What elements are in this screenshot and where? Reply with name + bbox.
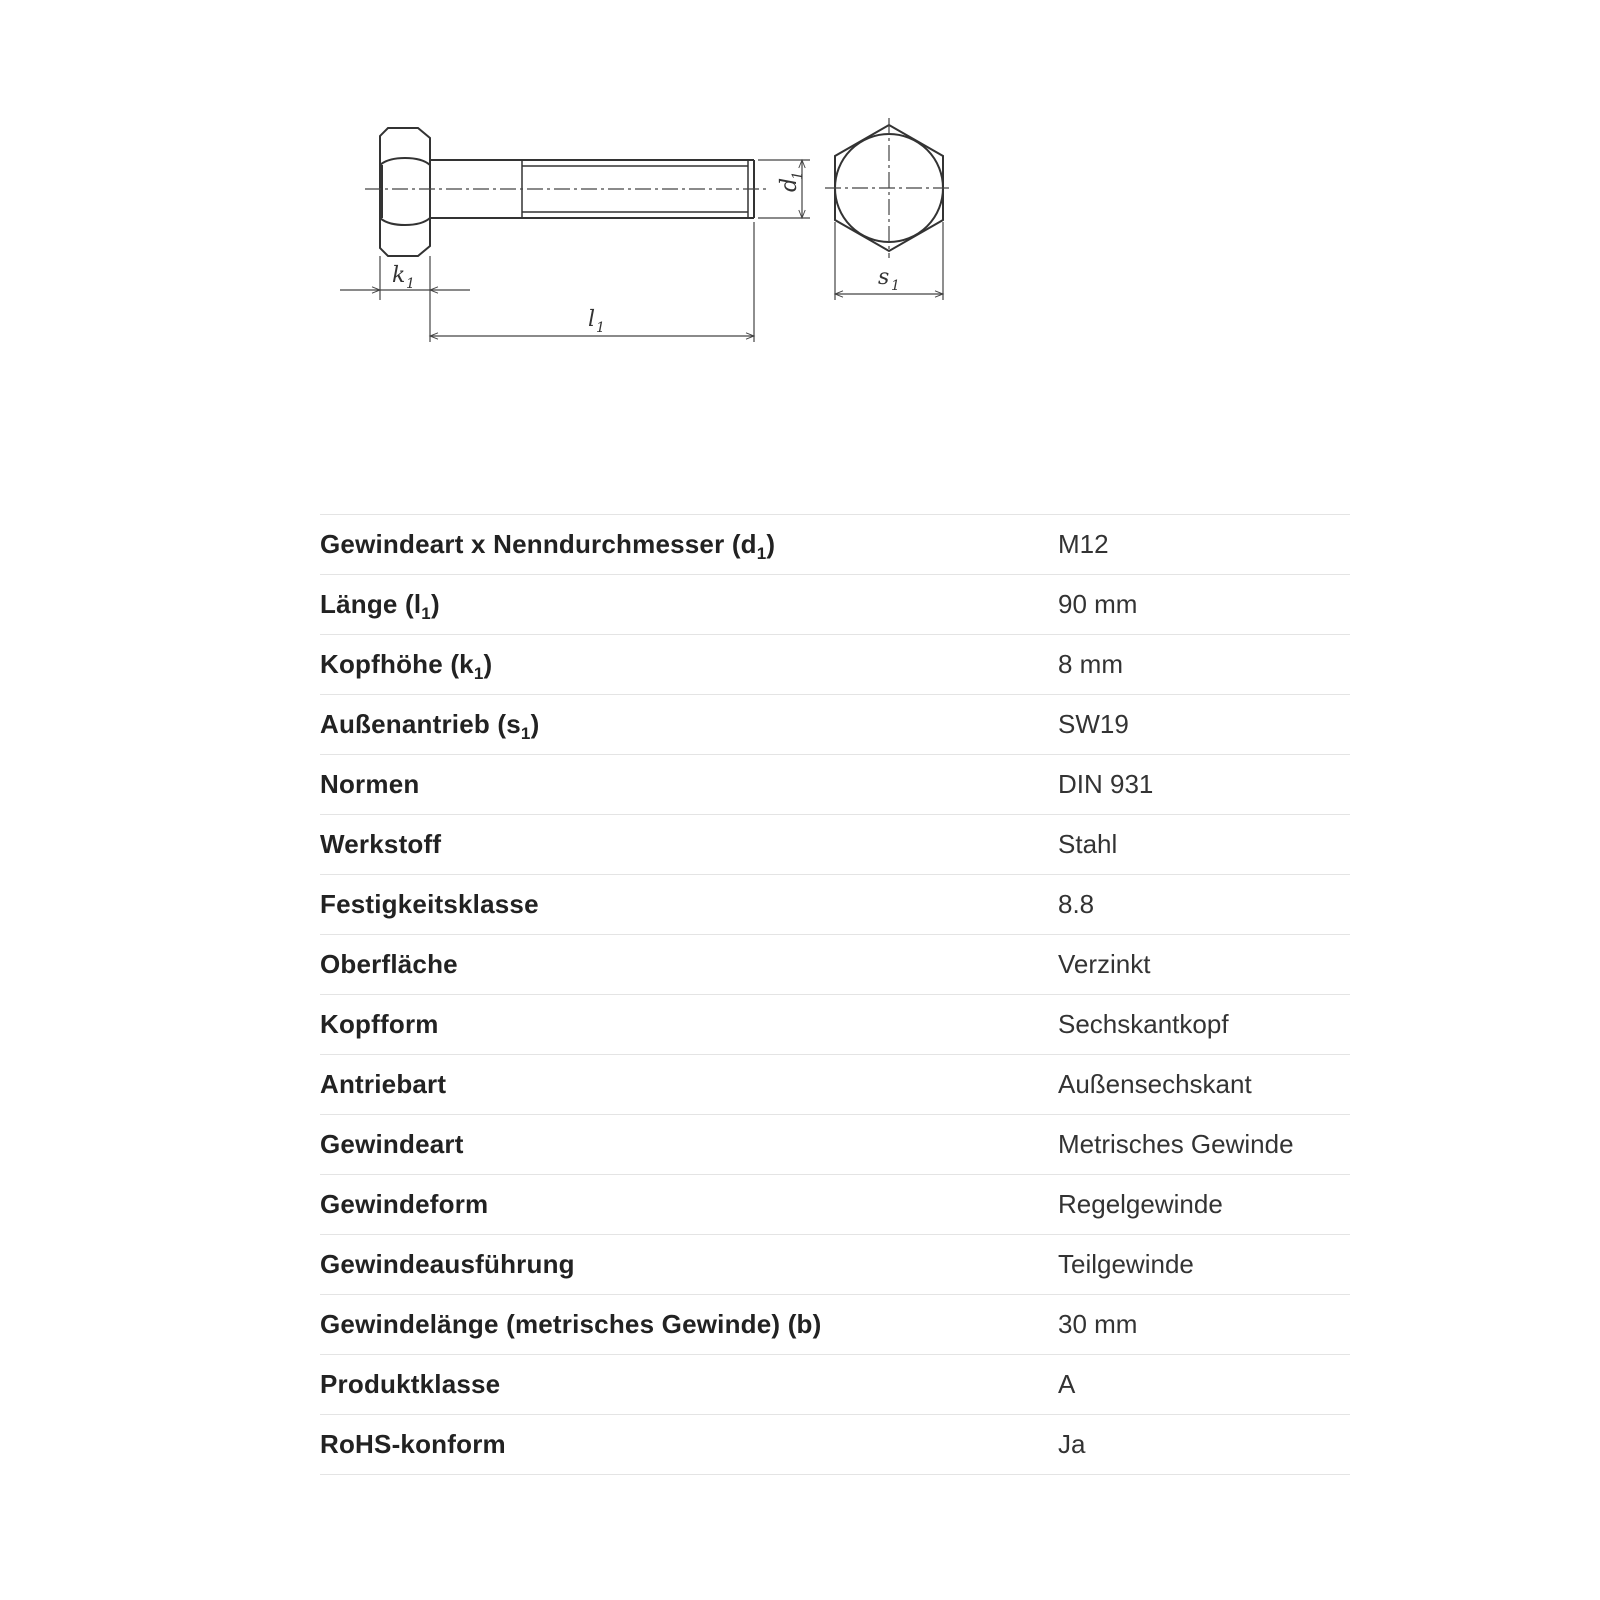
bolt-technical-drawing [330, 110, 990, 370]
spec-value: Metrisches Gewinde [1058, 1115, 1350, 1175]
spec-value: 8.8 [1058, 875, 1350, 935]
spec-label [320, 1115, 1058, 1175]
spec-value: Verzinkt [1058, 935, 1350, 995]
spec-label-text: Antriebart [320, 1069, 447, 1099]
bolt-side-view [380, 128, 754, 256]
spec-label [320, 815, 1058, 875]
spec-label-suffix: ) [530, 709, 540, 739]
l1-label [588, 307, 605, 336]
spec-label [320, 1355, 1058, 1415]
spec-label-text: Gewindeausführung [320, 1249, 575, 1279]
spec-label [320, 1415, 1058, 1475]
spec-label [320, 875, 1058, 935]
spec-label-subscript: 1 [473, 664, 484, 683]
svg-text:l: l [588, 307, 596, 332]
spec-value: Regelgewinde [1058, 1175, 1350, 1235]
spec-row [320, 695, 1350, 755]
spec-label [320, 1295, 1058, 1355]
svg-text:1: 1 [891, 278, 900, 294]
end-centerlines [825, 118, 953, 258]
spec-value: SW19 [1058, 695, 1350, 755]
spec-row [320, 1295, 1350, 1355]
spec-label-text: Kopfhöhe (k [320, 649, 474, 679]
spec-label-text: Werkstoff [320, 829, 442, 859]
spec-value: Teilgewinde [1058, 1235, 1350, 1295]
svg-text:k: k [392, 263, 406, 288]
k1-label [392, 263, 415, 292]
spec-label-text: Kopfform [320, 1009, 439, 1039]
spec-label-text: Gewindeart x Nenndurchmesser (d [320, 529, 757, 559]
d1-label [777, 171, 806, 192]
spec-label-subscript: 1 [421, 604, 431, 623]
s1-label [878, 265, 900, 294]
spec-value: M12 [1058, 515, 1350, 575]
bolt-drawing-svg [330, 110, 990, 370]
spec-label [320, 935, 1058, 995]
svg-text:1: 1 [596, 320, 605, 336]
spec-value: Außensechskant [1058, 1055, 1350, 1115]
spec-label-text: Gewindeart [320, 1129, 464, 1159]
spec-label-text: Oberfläche [320, 949, 458, 979]
spec-label-suffix: ) [483, 649, 493, 679]
spec-row [320, 1055, 1350, 1115]
spec-row [320, 755, 1350, 815]
spec-row [320, 1355, 1350, 1415]
spec-table-body [320, 515, 1350, 1475]
svg-text:s: s [878, 265, 890, 290]
spec-label-text: Länge (l [320, 589, 422, 619]
svg-text:d: d [777, 177, 802, 192]
spec-label [320, 515, 1058, 575]
spec-value: DIN 931 [1058, 755, 1350, 815]
spec-label [320, 995, 1058, 1055]
spec-label-text: Gewindeform [320, 1189, 489, 1219]
spec-value: Sechskantkopf [1058, 995, 1350, 1055]
svg-text:1: 1 [790, 171, 806, 180]
spec-label-text: Normen [320, 769, 420, 799]
spec-value: 30 mm [1058, 1295, 1350, 1355]
spec-value: 8 mm [1058, 635, 1350, 695]
spec-label-text: Außenantrieb (s [320, 709, 521, 739]
svg-text:1: 1 [406, 276, 415, 292]
spec-label [320, 635, 1058, 695]
spec-label-suffix: ) [766, 529, 776, 559]
spec-table [320, 514, 1350, 1475]
spec-label-suffix: ) [430, 589, 440, 619]
spec-row [320, 1175, 1350, 1235]
spec-label [320, 575, 1058, 635]
spec-row [320, 635, 1350, 695]
spec-label-subscript: 1 [756, 544, 767, 563]
spec-label-text: Gewindelänge (metrisches Gewinde) (b) [320, 1309, 822, 1339]
spec-row [320, 575, 1350, 635]
spec-row [320, 995, 1350, 1055]
spec-label-text: RoHS-konform [320, 1429, 506, 1459]
spec-row [320, 815, 1350, 875]
spec-value: 90 mm [1058, 575, 1350, 635]
spec-value: A [1058, 1355, 1350, 1415]
spec-label [320, 755, 1058, 815]
spec-label [320, 1235, 1058, 1295]
spec-row [320, 1415, 1350, 1475]
spec-value: Ja [1058, 1415, 1350, 1475]
spec-label-text: Produktklasse [320, 1369, 501, 1399]
spec-label [320, 1055, 1058, 1115]
spec-row [320, 935, 1350, 995]
spec-label-text: Festigkeitsklasse [320, 889, 539, 919]
spec-label [320, 1175, 1058, 1235]
spec-label [320, 695, 1058, 755]
spec-row [320, 515, 1350, 575]
spec-value: Stahl [1058, 815, 1350, 875]
spec-row [320, 1115, 1350, 1175]
spec-row [320, 1235, 1350, 1295]
spec-label-subscript: 1 [520, 724, 531, 743]
spec-row [320, 875, 1350, 935]
